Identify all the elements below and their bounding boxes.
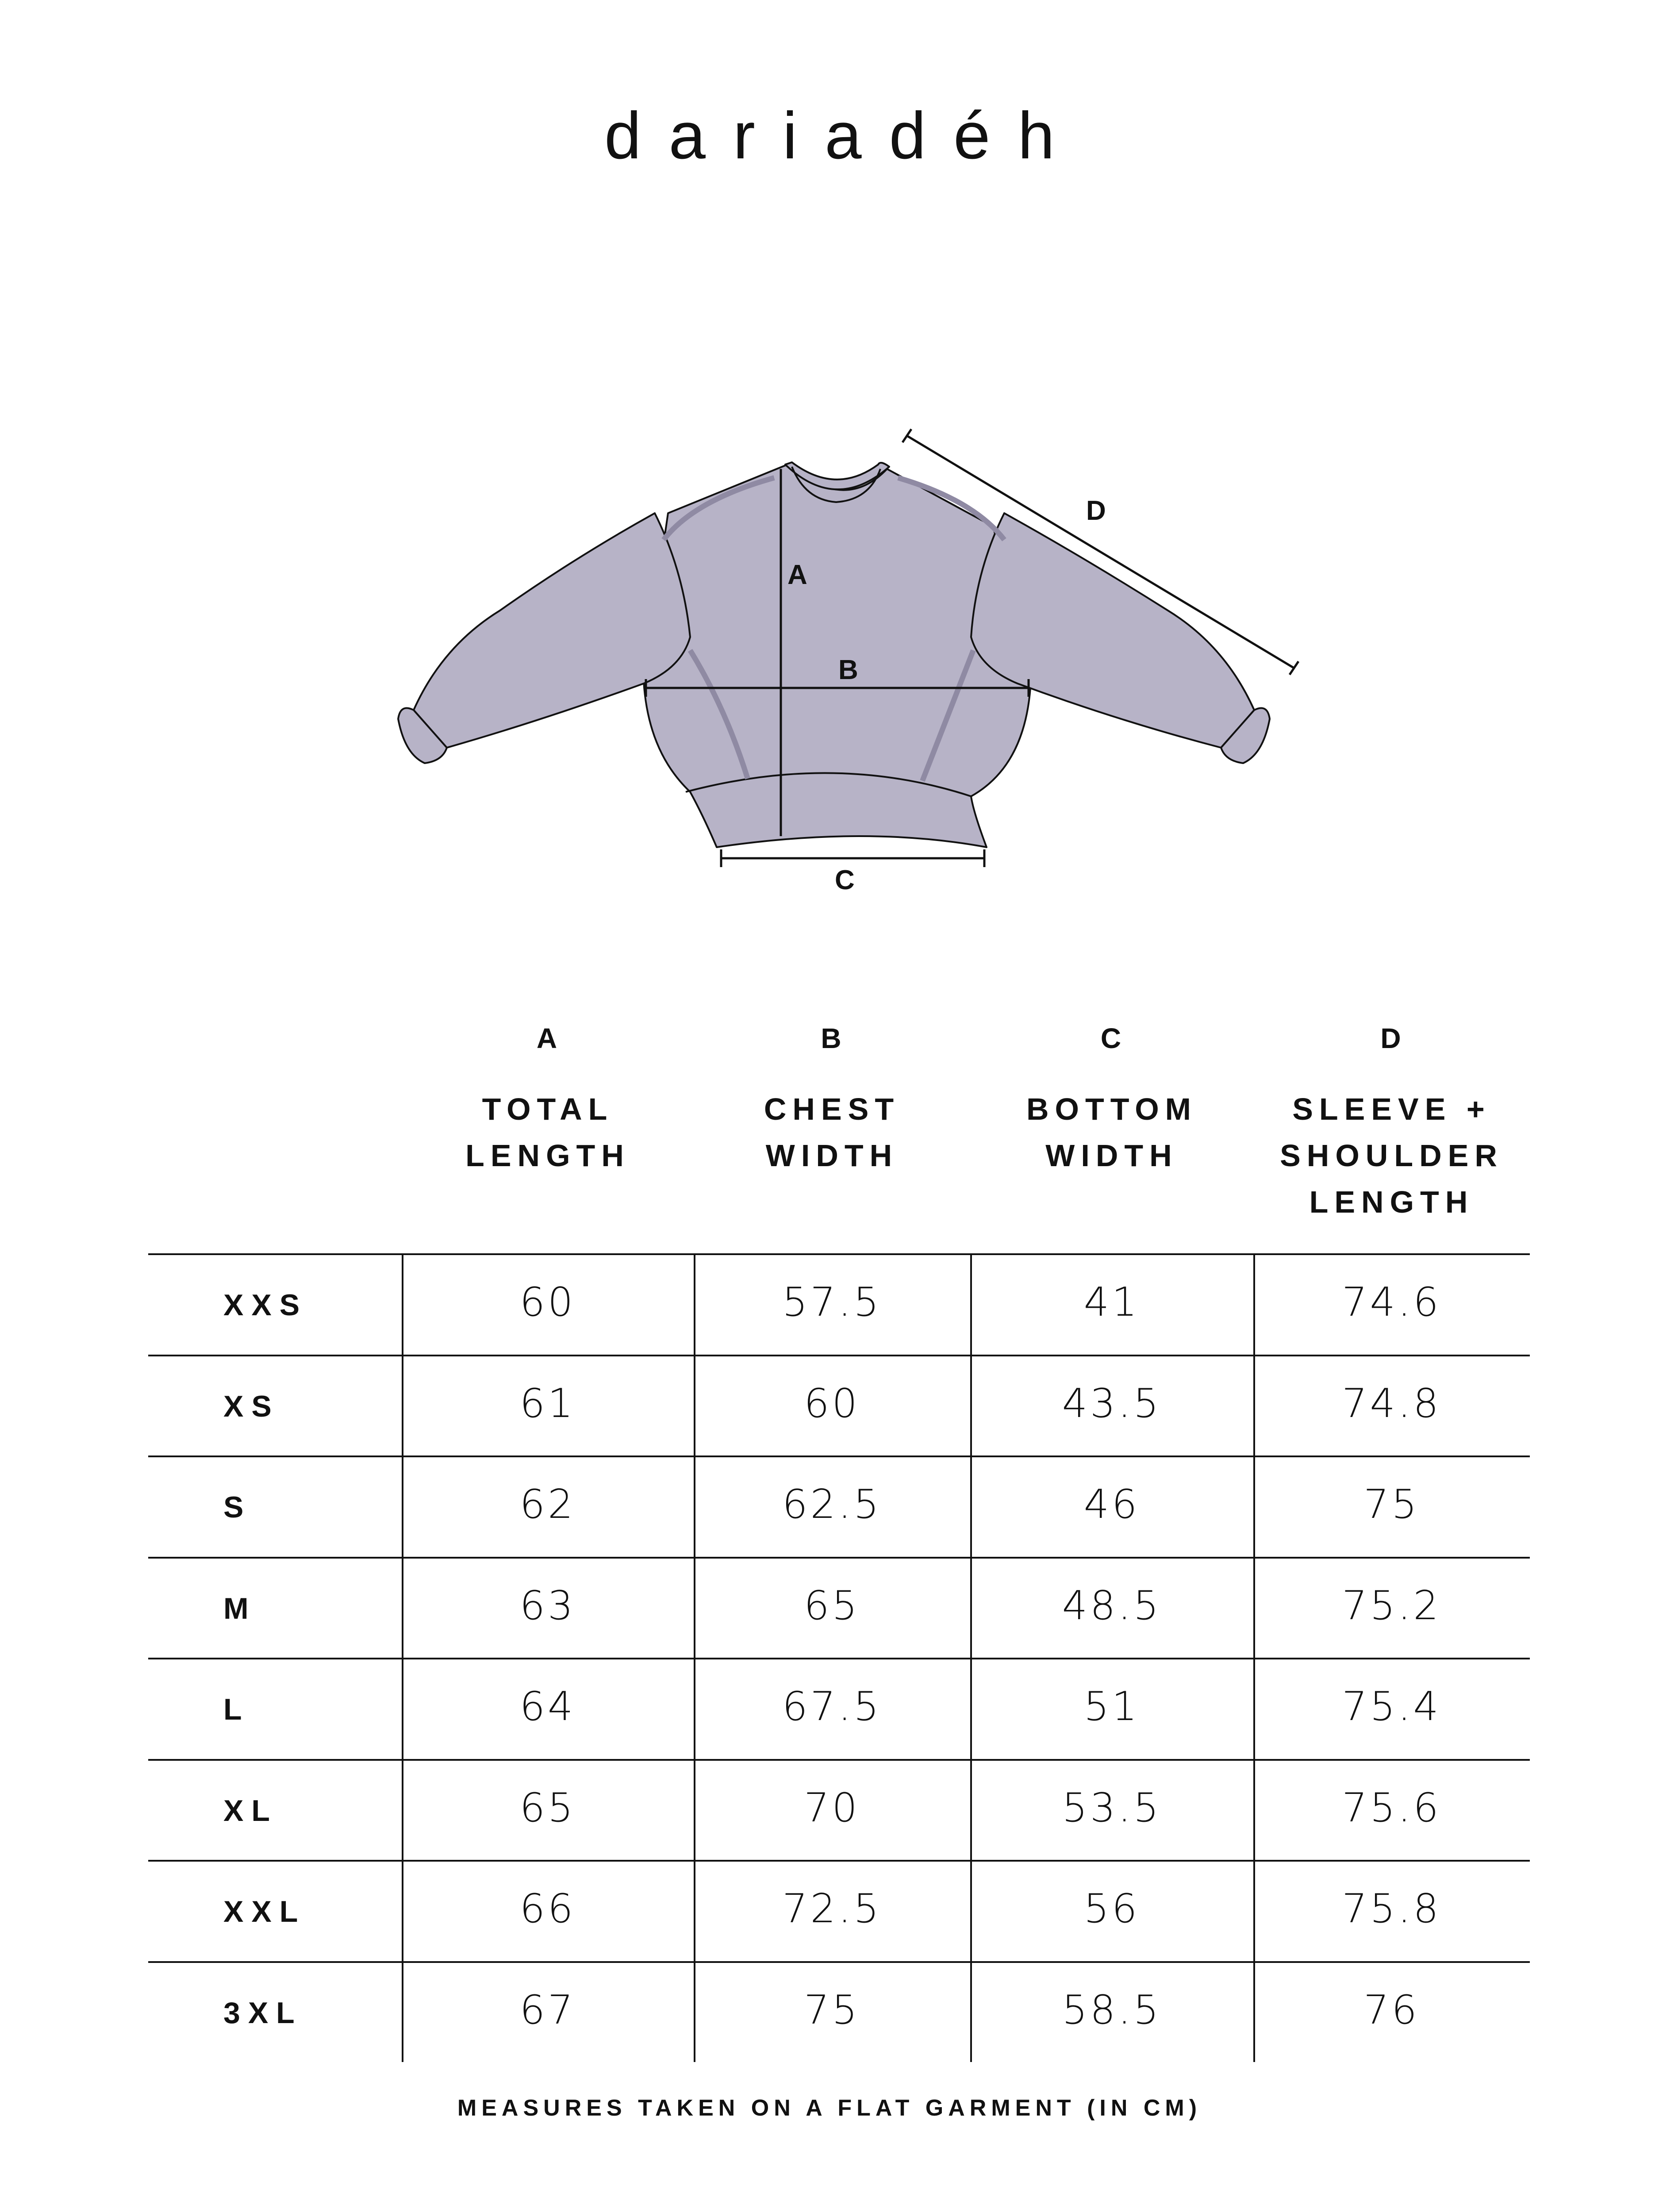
size-label: XXL [223, 1895, 306, 1928]
measure-value: 60 [519, 1279, 576, 1325]
measure-value: 60 [804, 1380, 860, 1427]
measure-value: 75.2 [1342, 1582, 1441, 1629]
row-divider [148, 1355, 1530, 1356]
measure-value: 74.6 [1342, 1279, 1441, 1325]
size-label: S [223, 1490, 252, 1524]
measure-value: 61 [519, 1380, 576, 1427]
measure-value: 46 [1083, 1481, 1140, 1528]
footer-note: MEASURES TAKEN ON A FLAT GARMENT (IN CM) [457, 2095, 1202, 2121]
label-d: D [1086, 495, 1106, 526]
label-b: B [838, 655, 858, 685]
col-a-letter: A [536, 1022, 559, 1054]
sweater-illustration [398, 429, 1298, 867]
measure-value: 48.5 [1062, 1582, 1162, 1629]
measure-value: 62.5 [782, 1481, 882, 1528]
col-b-title: CHEST WIDTH [764, 1092, 900, 1173]
column-divider [970, 1253, 972, 2062]
measure-value: 70 [804, 1784, 860, 1831]
size-label: XXS [223, 1288, 308, 1322]
measure-value: 75.4 [1342, 1683, 1441, 1730]
measure-value: 75 [1363, 1481, 1420, 1528]
size-label: XL [223, 1793, 278, 1828]
column-divider [402, 1253, 403, 2062]
sweater-diagram [0, 0, 1659, 929]
measure-value: 65 [804, 1582, 860, 1629]
size-label: 3XL [223, 1996, 303, 2030]
row-divider [148, 1658, 1530, 1659]
measure-value: 64 [519, 1683, 576, 1730]
measure-value: 65 [519, 1784, 576, 1831]
measure-value: 51 [1083, 1683, 1140, 1730]
brand-logo: dariadéh [604, 98, 1082, 173]
measure-value: 67 [519, 1986, 576, 2033]
measure-value: 75 [804, 1986, 860, 2033]
row-divider [148, 1860, 1530, 1862]
size-label: XS [223, 1389, 280, 1423]
measure-value: 57.5 [782, 1279, 882, 1325]
col-c-title: BOTTOM WIDTH [1026, 1092, 1197, 1173]
measure-value: 66 [519, 1886, 576, 1932]
size-label: M [223, 1591, 257, 1625]
col-c-letter: C [1100, 1022, 1123, 1054]
row-divider [148, 1961, 1530, 1963]
row-divider [148, 1253, 1530, 1255]
col-a-title: TOTAL LENGTH [465, 1092, 630, 1173]
column-divider [1253, 1253, 1255, 2062]
measure-value: 75.8 [1342, 1886, 1441, 1932]
measure-value: 67.5 [782, 1683, 882, 1730]
measure-value: 74.8 [1342, 1380, 1441, 1427]
label-a: A [787, 560, 807, 590]
measure-value: 41 [1083, 1279, 1140, 1325]
row-divider [148, 1759, 1530, 1761]
size-label: L [223, 1693, 250, 1726]
measure-value: 75.6 [1342, 1784, 1441, 1831]
measure-value: 76 [1363, 1986, 1420, 2033]
col-d-letter: D [1380, 1022, 1403, 1054]
label-c: C [835, 865, 855, 895]
measure-value: 43.5 [1062, 1380, 1162, 1427]
measure-value: 56 [1083, 1886, 1140, 1932]
measure-value: 72.5 [782, 1886, 882, 1932]
measure-value: 53.5 [1062, 1784, 1162, 1831]
row-divider [148, 1455, 1530, 1457]
row-divider [148, 1557, 1530, 1559]
column-divider [694, 1253, 695, 2062]
col-b-letter: B [821, 1022, 843, 1054]
col-d-title: SLEEVE + SHOULDER LENGTH [1280, 1092, 1503, 1219]
measure-value: 62 [519, 1481, 576, 1528]
measure-value: 58.5 [1062, 1986, 1162, 2033]
measure-value: 63 [519, 1582, 576, 1629]
